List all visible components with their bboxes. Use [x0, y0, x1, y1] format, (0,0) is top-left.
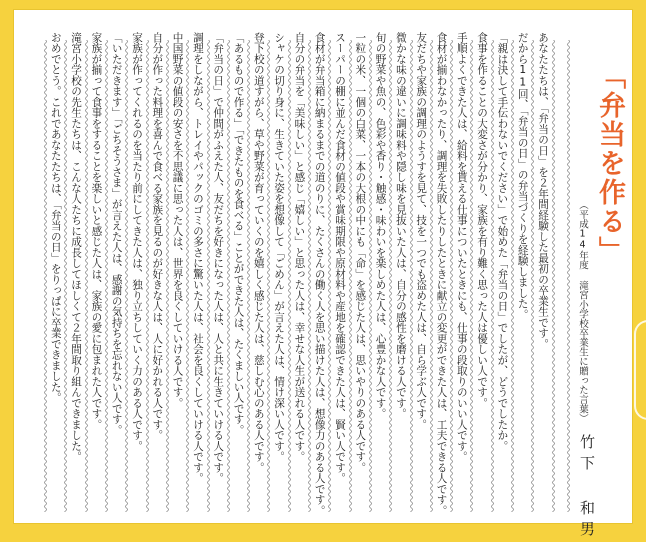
column-rule — [165, 40, 170, 512]
column-rule — [145, 40, 150, 512]
column-rule — [566, 40, 571, 512]
document-page — [14, 10, 632, 542]
text-line — [211, 32, 225, 484]
text-line-content: 自分の弁当を「美味しい」と感じ「嬉しい」と思った人は、幸せな人生が送れる人です。 — [293, 32, 306, 462]
text-line-content: あなたたちは、「弁当の日」を２年間経験した最初の卒業生です。 — [537, 32, 549, 350]
text-line — [272, 32, 286, 462]
author-name: 竹下 和男 — [578, 434, 596, 542]
column-rule — [469, 40, 474, 512]
text-line — [455, 32, 469, 462]
text-line-content: 調理をしながら、トレイやパックのゴミの多さに驚いた人は、社会を良くしていける人です。 — [191, 32, 204, 484]
text-line-content: 食材が弁当箱に納まるまでの道のりに、たくさんの働く人を思い描けた人は、想像力のある人です。 — [313, 32, 326, 516]
column-rule — [307, 40, 312, 512]
column-rule — [368, 40, 373, 512]
column-rule — [388, 40, 393, 512]
text-line-content: 「あるもので作る」「できたものを食べる」ことができた人は、たくましい人です。 — [232, 32, 245, 436]
text-line-content: だから11回、「弁当の日」の弁当づくりを経験しました。 — [516, 32, 529, 320]
text-line-content: 「いただきます」「ごちそうさま」が言えた人は、感謝の気持ちを忘れない人です。 — [110, 32, 123, 436]
text-line — [49, 32, 63, 403]
text-line — [495, 32, 509, 451]
text-line — [414, 32, 428, 430]
text-line-content: 登下校の道すがら、草や野菜が育っていくのを嬉しく感じた人は、慈しむ心のある人です。 — [252, 32, 265, 473]
column-rule — [84, 40, 89, 512]
text-line-content: 家族が揃って食事をすることを楽しいと感じた人は、家族の愛に包まれた人です。 — [90, 32, 103, 430]
text-line-content: 自分が作った料理を喜んで食べる家族を見るのが好きな人は、人に好かれる人です。 — [151, 32, 164, 441]
text-line — [516, 32, 530, 320]
document-title: 「弁当を作る」 — [594, 62, 625, 265]
column-rule — [185, 40, 190, 512]
page-edge-decoration — [634, 320, 646, 420]
text-line — [435, 32, 449, 516]
column-rule — [449, 40, 454, 512]
text-line — [130, 32, 144, 451]
text-line-content: 旬の野菜や魚の、色彩や香り・触感・味わいを楽しめた人は、心豊かな人です。 — [374, 32, 387, 419]
text-line — [191, 32, 205, 484]
document-subtitle: （平成14年度 滝宮小学校卒業生に贈った言葉） — [577, 200, 588, 423]
text-line — [232, 32, 246, 435]
column-rule — [348, 40, 353, 512]
text-line — [292, 32, 306, 462]
text-line — [313, 32, 327, 516]
column-rule — [287, 40, 292, 512]
column-rule — [226, 40, 231, 512]
text-line — [69, 32, 83, 462]
text-line-content: おめでとう。これであなたたちは、「弁当の日」をりっぱに卒業できました。 — [49, 32, 62, 403]
text-line-content: 微かな味の違いに調味料や隠し味を見抜いた人は、自分の感性を磨ける人です。 — [394, 32, 407, 419]
column-rule — [530, 40, 535, 512]
text-line — [89, 32, 103, 430]
text-line-content: 一粒の米、一個の白菜、一本の大根の中にも「命」を感じた人は、思いやりのある人です。 — [354, 32, 367, 473]
text-line-content: 「親は決して手伝わないでください」で始めた「弁当の日」でしたが、どうでしたか。 — [496, 32, 509, 452]
column-rule — [124, 40, 129, 512]
column-rule — [510, 40, 515, 512]
text-line — [252, 32, 266, 473]
column-rule — [551, 40, 556, 512]
column-rule — [246, 40, 251, 512]
column-rule — [266, 40, 271, 512]
text-line — [475, 32, 489, 408]
text-line-content: 家族が作ってくれるのを当たり前にしてきた人は、独り立ちしていく力のある人です。 — [131, 32, 143, 452]
column-rule — [63, 40, 68, 512]
text-line-content: 食事を作ることの大変さが分かり、家族を有り難く思った人は優しい人です。 — [476, 32, 489, 409]
column-rule — [490, 40, 495, 512]
text-line — [374, 32, 388, 419]
text-line — [110, 32, 124, 435]
text-line — [171, 32, 185, 408]
text-line-content: シャケの切り身に、生きていた姿を想像して「ごめん」が言えた人は、情け深い人です。 — [273, 32, 286, 462]
column-rule — [429, 40, 434, 512]
text-line-content: 手順よくできた人は、給料を貰える仕事についたときにも、仕事の段取りのいい人です。 — [455, 32, 468, 462]
text-line — [333, 32, 347, 484]
text-line — [353, 32, 367, 473]
text-line — [394, 32, 408, 419]
text-line-content: 中国野菜の値段の安さを不思議に思った人は、世界を良くしていける人です。 — [171, 32, 184, 409]
text-line-content: スーパーの棚に並んだ食材の値段や賞味期限や原材料や産地を確認できた人は、賢い人です。 — [334, 32, 346, 484]
text-line — [536, 32, 550, 349]
text-line-content: 「弁当の日」で仲間がふえた人、友だちを好きになった人は、人と共に生きていける人です。 — [212, 32, 225, 484]
text-line — [150, 32, 164, 441]
column-rule — [104, 40, 109, 512]
text-line-content: 滝宮小学校の先生たちは、こんな人たちに成長してほしくて２年間取り組んできました。 — [70, 32, 83, 462]
text-line-content: 食材が揃わなかったり、調理を失敗したりしたときに献立の変更ができた人は、工夫できる人です。 — [435, 32, 448, 516]
column-rule — [409, 40, 414, 512]
text-line-content: 友だちや家族の調理のようすを見て、技を一つでも盗めた人は、自ら学ぶ人です。 — [415, 32, 428, 430]
column-rule — [327, 40, 332, 512]
column-rule — [206, 40, 211, 512]
column-rule — [43, 40, 48, 512]
